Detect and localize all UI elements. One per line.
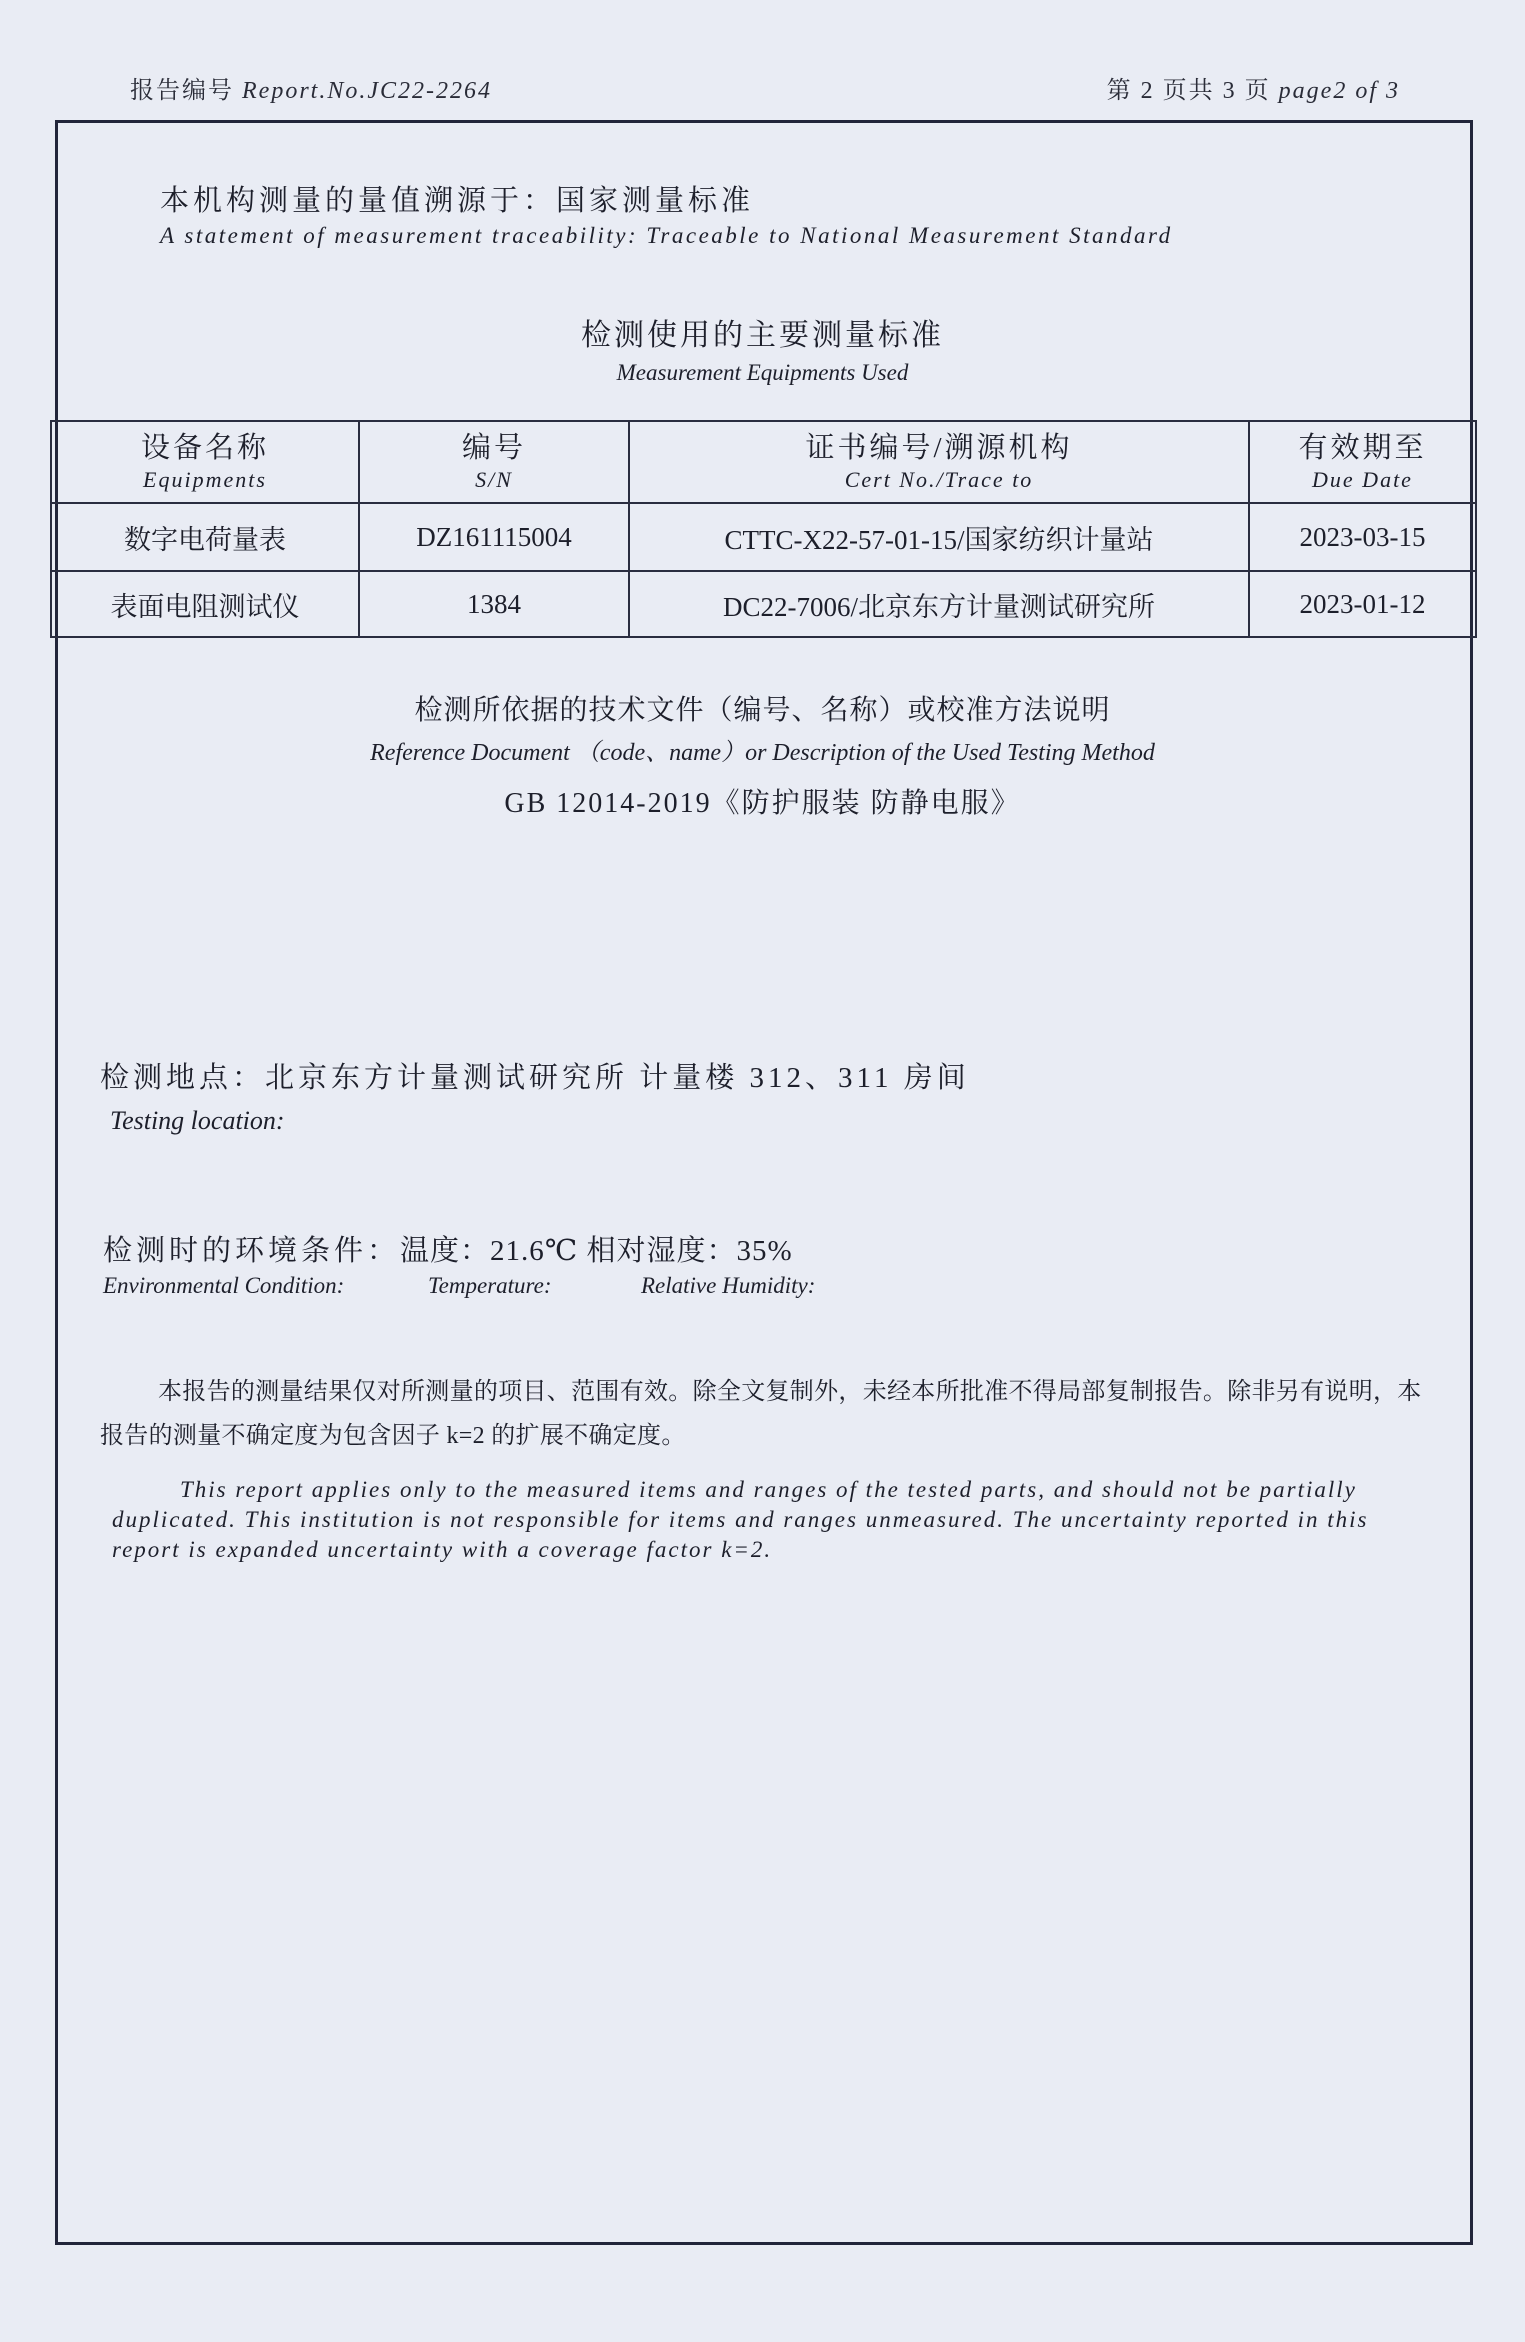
report-number-label: 报告编号: [130, 78, 234, 104]
environmental-condition: [103, 1228, 1003, 1303]
due-date-cell: 2023-01-12: [1249, 571, 1476, 637]
humidity-label-en: Relative Humidity:: [641, 1273, 816, 1298]
page-indicator-en: page2 of 3: [1278, 78, 1400, 104]
serial-number-cell: 1384: [359, 571, 629, 637]
cert-trace-cell: DC22-7006/北京东方计量测试研究所: [629, 571, 1249, 637]
table-row: [51, 571, 1476, 637]
environment-value: 温度：21.6℃ 相对湿度：35%: [400, 1235, 793, 1267]
disclaimer-cn: 本报告的测量结果仅对所测量的项目、范围有效。除全文复制外，未经本所批准不得局部复制报告。除非另有说明，本报告的测量不确定度为包含因子 k=2 的扩展不确定度。: [100, 1379, 1422, 1449]
equipment-section-title: [0, 310, 1525, 386]
reference-title-en: Reference Document （code、name）or Description of the Used Testing Method: [370, 740, 1155, 766]
page-indicator-cn: 第 2 页共 3 页: [1106, 78, 1271, 104]
due-date-cell: 2023-03-15: [1249, 503, 1476, 571]
traceability-en: A statement of measurement traceability: Traceable to National Measurement Standard: [160, 223, 1173, 248]
table-row: [51, 503, 1476, 571]
reference-section: [0, 688, 1525, 821]
temperature-label-en: Temperature:: [428, 1273, 552, 1298]
column-header-cn: 有效期至: [1298, 432, 1427, 464]
column-header-en: S/N: [475, 467, 513, 492]
location-label-en: Testing location:: [110, 1106, 285, 1135]
equipment-title-cn: 检测使用的主要测量标准: [581, 319, 944, 352]
reference-standard: GB 12014-2019《防护服装 防静电服》: [504, 788, 1021, 819]
table-header-row: [51, 421, 1476, 503]
location-value: 北京东方计量测试研究所 计量楼 312、311 房间: [265, 1062, 970, 1094]
disclaimer-en: This report applies only to the measured items and ranges of the tested parts, and should not be partially duplicated. This institution is not responsible for items and ranges unmeasured. The uncertainty reported in this report is expanded uncertainty with a coverage factor k=2.: [112, 1477, 1369, 1562]
reference-title-cn: 检测所依据的技术文件（编号、名称）或校准方法说明: [414, 695, 1111, 726]
page-indicator: [1107, 70, 1400, 105]
column-header-en: Equipments: [143, 467, 267, 492]
environment-label-en: Environmental Condition:: [103, 1273, 345, 1298]
column-header-en: Cert No./Trace to: [844, 467, 1034, 492]
environment-label-cn: 检测时的环境条件：: [103, 1235, 401, 1267]
column-header-cn: 证书编号/溯源机构: [805, 432, 1073, 464]
column-header-en: Due Date: [1312, 467, 1413, 492]
traceability-cn: 本机构测量的量值溯源于：国家测量标准: [160, 185, 755, 217]
column-header-cert: [629, 421, 1249, 503]
traceability-statement: [160, 178, 1360, 249]
equipment-name-cell: 表面电阻测试仪: [51, 571, 359, 637]
equipment-table: [50, 420, 1477, 638]
cert-trace-cell: CTTC-X22-57-01-15/国家纺织计量站: [629, 503, 1249, 571]
testing-location: [100, 1055, 970, 1136]
column-header-cn: 编号: [461, 432, 526, 464]
location-label-cn: 检测地点：: [100, 1062, 266, 1094]
report-number-value: Report.No.JC22-2264: [242, 78, 492, 104]
column-header-due-date: [1249, 421, 1476, 503]
column-header-sn: [359, 421, 629, 503]
column-header-cn: 设备名称: [140, 432, 269, 464]
serial-number-cell: DZ161115004: [359, 503, 629, 571]
equipment-title-en: Measurement Equipments Used: [616, 360, 909, 385]
equipment-name-cell: 数字电荷量表: [51, 503, 359, 571]
report-number: [130, 70, 492, 105]
column-header-equipments: [51, 421, 359, 503]
